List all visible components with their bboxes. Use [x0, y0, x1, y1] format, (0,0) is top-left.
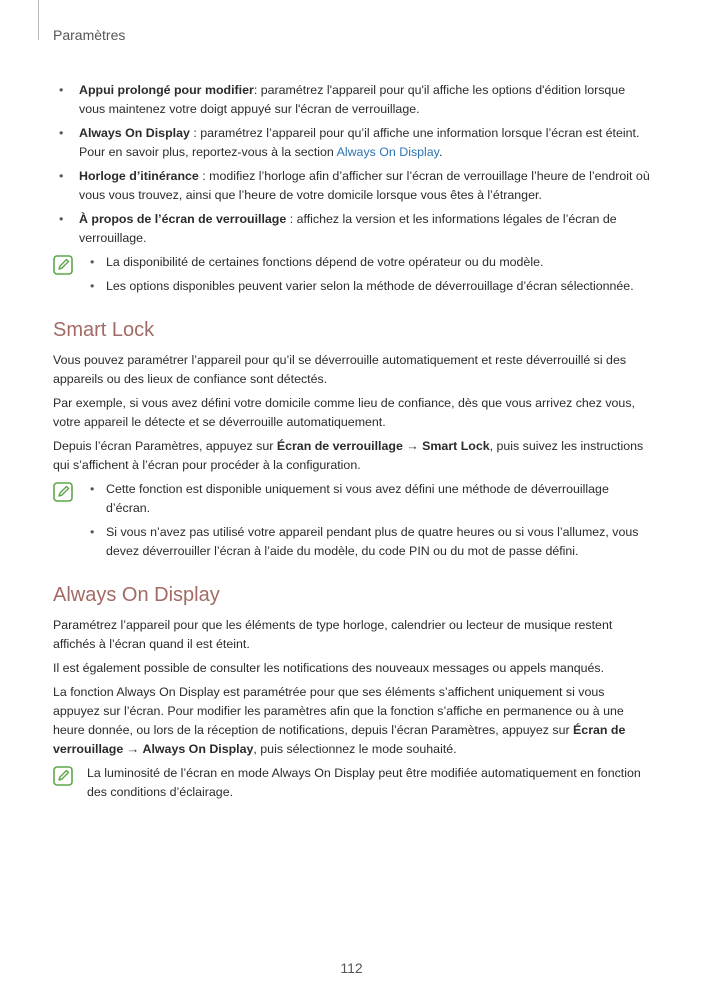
- bullet-icon: •: [59, 169, 64, 183]
- item-text: : paramétrez l'appareil pour qu'il affiche les options d'édition lorsque vous maintenez votre doigt appuyé sur l'écran de verrouillage.: [79, 83, 626, 116]
- always-on-display-link[interactable]: Always On Display: [336, 145, 439, 159]
- paragraph-text: La fonction Always On Display est paramétrée pour que ses éléments s’affichent uniquement si vous appuyez sur l’écran. Pour modifier les paramètres afin que la fonction s’affiche en permanence ou à une heure donnée, ou lors de la réception de notifications, depuis l’écran Paramètres, appuyez sur: [53, 685, 624, 737]
- note-icon: [53, 482, 73, 502]
- page-header: Paramètres: [53, 27, 126, 43]
- section-title: Smart Lock: [53, 319, 155, 341]
- list-item: [53, 81, 650, 119]
- item-text: : modifiez l’horloge afin d’afficher sur l’écran de verrouillage l’heure de l’endroit où vous vous trouvez, ainsi que l’heure de votre domicile lorsque vous êtes à l’étranger.: [79, 169, 650, 202]
- arrow-icon: →: [402, 439, 423, 453]
- note-text: Cette fonction est disponible uniquement si vous avez défini une méthode de déverrouillage d’écran.: [106, 482, 609, 515]
- page-number: 112: [340, 960, 363, 976]
- menu-path-item: Always On Display: [142, 742, 254, 756]
- paragraph: [53, 683, 650, 759]
- item-text: : affichez la version et les informations légales de l’écran de verrouillage.: [79, 212, 617, 245]
- bullet-icon: •: [90, 279, 95, 293]
- item-title: Always On Display: [79, 126, 190, 140]
- item-title: Appui prolongé pour modifier: [79, 83, 254, 97]
- note-block: [53, 253, 650, 296]
- paragraph: Par exemple, si vous avez défini votre domicile comme lieu de confiance, dès que vous arrivez chez vous, votre appareil le détecte et se déverrouille automatiquement.: [53, 396, 635, 429]
- bullet-icon: •: [59, 126, 64, 140]
- menu-path-item: Écran de verrouillage: [53, 723, 626, 756]
- note-text: Les options disponibles peuvent varier selon la méthode de déverrouillage d’écran sélectionnée.: [106, 279, 634, 293]
- menu-path-item: Smart Lock: [422, 439, 490, 453]
- arrow-icon: →: [123, 742, 143, 756]
- paragraph: [53, 437, 650, 475]
- paragraph-text: , puis suivez les instructions qui s’affichent à l’écran pour procéder à la configuration.: [53, 439, 644, 472]
- always-on-display-section: [53, 583, 650, 802]
- paragraph-text: , puis sélectionnez le mode souhaité.: [253, 742, 457, 756]
- item-text: : paramétrez l’appareil pour qu’il affiche une information lorsque l’écran est éteint. Pour en savoir plus, reportez-vous à la section: [79, 126, 640, 159]
- note-item: [87, 253, 650, 272]
- paragraph-text: Depuis l’écran Paramètres, appuyez sur: [53, 439, 277, 453]
- bullet-icon: •: [90, 525, 95, 539]
- smart-lock-section: [53, 318, 650, 561]
- note-text: Si vous n’avez pas utilisé votre appareil pendant plus de quatre heures ou si vous l’allumez, vous devez déverrouiller l’écran à l’aide du modèle, du code PIN ou du mot de passe défini.: [106, 525, 639, 558]
- note-text: La disponibilité de certaines fonctions dépend de votre opérateur ou du modèle.: [106, 255, 544, 269]
- note-item: [87, 523, 650, 561]
- paragraph: Paramétrez l’appareil pour que les éléments de type horloge, calendrier ou lecteur de musique restent affichés à l’écran quand il est éteint.: [53, 618, 613, 651]
- note-block: [53, 764, 650, 802]
- header-rule: [38, 0, 39, 40]
- menu-path-item: Écran de verrouillage: [276, 439, 403, 453]
- list-item: [53, 210, 650, 248]
- list-item: [53, 124, 650, 162]
- item-title: À propos de l’écran de verrouillage: [79, 212, 287, 226]
- note-item: [87, 480, 650, 518]
- list-item: [53, 167, 650, 205]
- item-title: Horloge d’itinérance: [79, 169, 199, 183]
- paragraph: Vous pouvez paramétrer l’appareil pour qu’il se déverrouille automatiquement et reste déverrouillé si des appareils ou des lieux de confiance sont détectés.: [53, 353, 627, 386]
- bullet-icon: •: [90, 482, 95, 496]
- note-item: [87, 277, 650, 296]
- page-content: [53, 81, 650, 806]
- bullet-icon: •: [59, 83, 64, 97]
- bullet-icon: •: [59, 212, 64, 226]
- note-icon: [53, 766, 73, 786]
- note-icon: [53, 255, 73, 275]
- note-text: La luminosité de l’écran en mode Always On Display peut être modifiée automatiquement en fonction des conditions d’éclairage.: [87, 766, 641, 799]
- paragraph: Il est également possible de consulter les notifications des nouveaux messages ou appels manqués.: [53, 661, 605, 675]
- bullet-icon: •: [90, 255, 95, 269]
- item-text-end: .: [438, 145, 443, 159]
- section-title: Always On Display: [53, 584, 220, 606]
- note-block: [53, 480, 650, 561]
